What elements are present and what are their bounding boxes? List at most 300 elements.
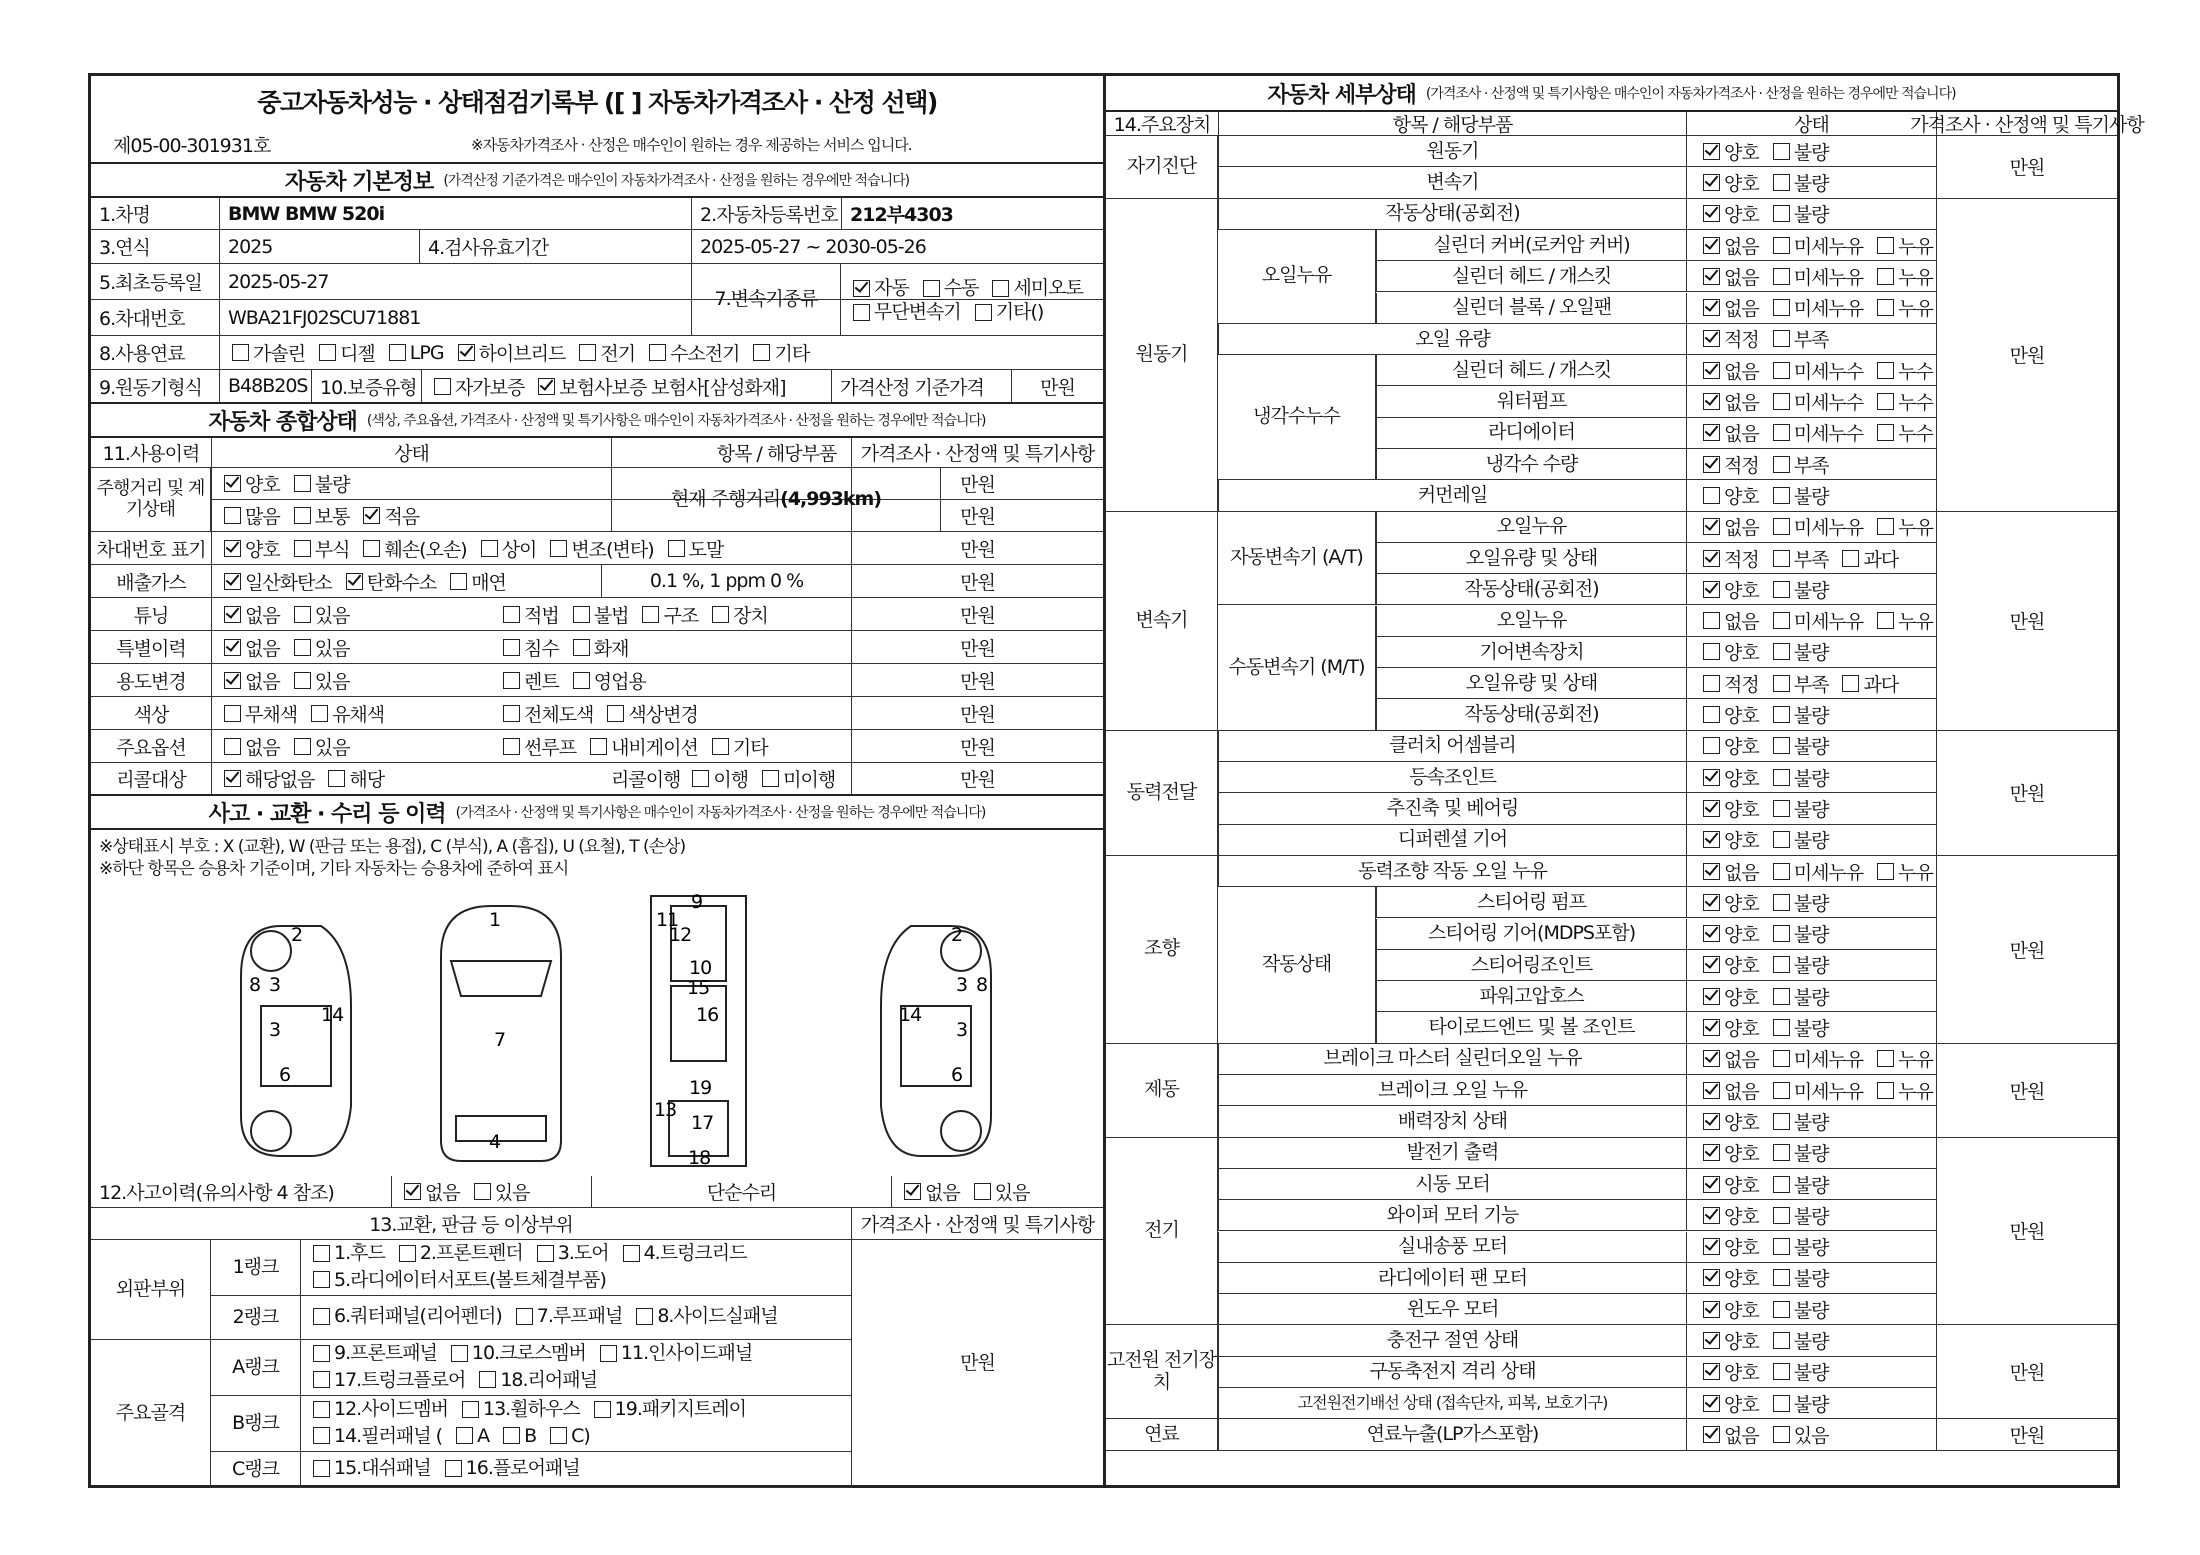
checkbox[interactable]	[1703, 330, 1720, 347]
checkbox[interactable]	[1877, 1082, 1894, 1099]
checkbox[interactable]	[313, 1427, 330, 1444]
checkbox[interactable]	[294, 606, 311, 623]
checkbox[interactable]	[1773, 1363, 1790, 1380]
transmission-label	[691, 264, 841, 336]
checkbox[interactable]	[1773, 1269, 1790, 1286]
text-label: B랭크	[232, 1411, 279, 1434]
option-label: C)	[571, 1424, 590, 1447]
rank1-label	[211, 1240, 301, 1296]
state-opt-1	[1761, 1108, 1829, 1135]
text-label: 10.보증유형	[320, 376, 417, 399]
checkbox[interactable]	[1703, 1082, 1720, 1099]
state-opt-0	[1691, 638, 1759, 665]
checkbox[interactable]	[1773, 737, 1790, 754]
checkbox[interactable]	[1703, 237, 1720, 254]
checkbox[interactable]	[1703, 925, 1720, 942]
checkbox[interactable]	[294, 540, 311, 557]
text-label: 충전구 절연 상태	[1386, 1329, 1519, 1352]
checkbox[interactable]	[1703, 1207, 1720, 1224]
detail-heading-cell	[1106, 76, 2117, 110]
text-label: 동력조향 작동 오일 누유	[1358, 859, 1547, 882]
checkbox[interactable]	[1773, 1050, 1790, 1067]
checkbox[interactable]	[1703, 1363, 1720, 1380]
checkbox[interactable]	[712, 738, 729, 755]
checkbox[interactable]	[224, 540, 241, 557]
part-number: 9	[691, 891, 703, 913]
checkbox[interactable]	[1703, 1144, 1720, 1161]
checkbox[interactable]	[1773, 550, 1790, 567]
checkbox[interactable]	[1703, 393, 1720, 410]
checkbox[interactable]	[319, 344, 336, 361]
option-label: 불량	[1793, 1268, 1829, 1291]
checkbox[interactable]	[363, 507, 380, 524]
checkbox[interactable]	[1703, 800, 1720, 817]
state-opt-2	[1865, 294, 1933, 321]
option-label: 미세누유	[1793, 1049, 1864, 1072]
option-label: 불량	[1793, 736, 1829, 759]
checkbox[interactable]	[1703, 424, 1720, 441]
checkbox[interactable]	[1703, 456, 1720, 473]
checkbox[interactable]	[1703, 299, 1720, 316]
checkbox[interactable]	[1773, 424, 1790, 441]
checkbox[interactable]	[573, 639, 590, 656]
checkbox[interactable]	[550, 1427, 567, 1444]
checkbox[interactable]	[1773, 581, 1790, 598]
checkbox[interactable]	[1773, 1395, 1790, 1412]
rank1-opt0-1	[387, 1241, 523, 1265]
detail-part	[1376, 293, 1686, 323]
rankB-options	[301, 1396, 851, 1452]
checkbox[interactable]	[1773, 205, 1790, 222]
checkbox[interactable]	[594, 1401, 611, 1418]
checkbox[interactable]	[313, 1401, 330, 1418]
checkbox[interactable]	[573, 672, 590, 689]
checkbox[interactable]	[1877, 863, 1894, 880]
mileage-opt-1	[282, 470, 350, 497]
checkbox[interactable]	[1773, 518, 1790, 535]
option-label: 17.트렁크플로어	[334, 1368, 466, 1391]
item-opt-2	[700, 733, 768, 760]
checkbox[interactable]	[992, 280, 1009, 297]
checkbox[interactable]	[311, 705, 328, 722]
checkbox[interactable]	[1703, 988, 1720, 1005]
checkbox[interactable]	[1703, 956, 1720, 973]
row-engine	[91, 370, 1103, 404]
checkbox[interactable]	[389, 344, 406, 361]
checkbox[interactable]	[1773, 1176, 1790, 1193]
checkbox[interactable]	[1703, 362, 1720, 379]
option-label: 불량	[1793, 705, 1829, 728]
checkbox[interactable]	[363, 540, 380, 557]
checkbox[interactable]	[458, 344, 475, 361]
checkbox[interactable]	[668, 540, 685, 557]
detail-state	[1686, 418, 1936, 448]
state-opt-0	[1691, 858, 1759, 885]
checkbox[interactable]	[1703, 1395, 1720, 1412]
state-opt-1	[1761, 920, 1829, 947]
checkbox[interactable]	[1773, 1426, 1790, 1443]
checkbox[interactable]	[1877, 424, 1894, 441]
checkbox[interactable]	[1773, 143, 1790, 160]
checkbox[interactable]	[346, 573, 363, 590]
checkbox[interactable]	[623, 1245, 640, 1262]
checkbox[interactable]	[503, 738, 520, 755]
option-label: 침수	[524, 637, 559, 660]
checkbox[interactable]	[1703, 737, 1720, 754]
checkbox[interactable]	[224, 573, 241, 590]
checkbox[interactable]	[923, 280, 940, 297]
checkbox[interactable]	[294, 672, 311, 689]
text-label: 브레이크 오일 누유	[1378, 1078, 1527, 1101]
checkbox[interactable]	[1773, 1019, 1790, 1036]
checkbox[interactable]	[224, 475, 241, 492]
checkbox[interactable]	[974, 1183, 991, 1200]
text-label: 실린더 헤드 / 개스킷	[1451, 264, 1612, 287]
checkbox[interactable]	[1773, 487, 1790, 504]
mileage-state-1	[211, 468, 611, 499]
checkbox[interactable]	[451, 1345, 468, 1362]
checkbox[interactable]	[1703, 612, 1720, 629]
checkbox[interactable]	[1773, 1144, 1790, 1161]
checkbox[interactable]	[1773, 706, 1790, 723]
text-label: 만원	[960, 736, 995, 759]
detail-state	[1686, 199, 1936, 229]
state-opt-1	[1761, 1171, 1829, 1198]
rankB-opt1-2	[491, 1424, 536, 1448]
checkbox[interactable]	[313, 1460, 330, 1477]
option-label: 2.프론트펜더	[419, 1242, 523, 1264]
checkbox[interactable]	[1773, 1082, 1790, 1099]
checkbox[interactable]	[232, 344, 249, 361]
option-label: 양호	[1724, 955, 1759, 978]
checkbox[interactable]	[1842, 550, 1859, 567]
outer-label	[91, 1240, 211, 1340]
checkbox[interactable]	[1877, 612, 1894, 629]
checkbox[interactable]	[1773, 456, 1790, 473]
checkbox[interactable]	[1773, 675, 1790, 692]
checkbox[interactable]	[224, 738, 241, 755]
checkbox[interactable]	[1703, 205, 1720, 222]
checkbox[interactable]	[1703, 1113, 1720, 1130]
checkbox[interactable]	[224, 705, 241, 722]
checkbox[interactable]	[313, 1345, 330, 1362]
option-label: 매연	[471, 571, 506, 594]
option-label: 불량	[1793, 172, 1829, 195]
checkbox[interactable]	[1703, 1019, 1720, 1036]
checkbox[interactable]	[503, 606, 520, 623]
checkbox[interactable]	[1877, 299, 1894, 316]
checkbox[interactable]	[1773, 237, 1790, 254]
summary-price	[851, 532, 1103, 564]
checkbox[interactable]	[450, 573, 467, 590]
text-label: 8.사용연료	[99, 343, 185, 365]
text-label: 동력전달	[1126, 780, 1197, 803]
option-label: 미이행	[783, 769, 836, 791]
checkbox[interactable]	[1877, 268, 1894, 285]
checkbox[interactable]	[1773, 894, 1790, 911]
checkbox[interactable]	[1877, 518, 1894, 535]
option-label: 없음	[1724, 266, 1759, 289]
option-label: 수동	[943, 277, 979, 299]
rank2-options	[301, 1296, 851, 1340]
checkbox[interactable]	[474, 1183, 491, 1200]
checkbox[interactable]	[1773, 925, 1790, 942]
rank1-options	[301, 1240, 851, 1296]
checkbox[interactable]	[1703, 581, 1720, 598]
checkbox[interactable]	[503, 672, 520, 689]
checkbox[interactable]	[1842, 675, 1859, 692]
part-number: 18	[688, 1147, 711, 1169]
detail-state	[1686, 637, 1936, 667]
fuel-option-1	[307, 339, 375, 366]
checkbox[interactable]	[1703, 518, 1720, 535]
part-number: 15	[687, 977, 710, 999]
detail-part	[1376, 261, 1686, 291]
option-label: 양호	[1724, 1111, 1759, 1134]
checkbox[interactable]	[313, 1245, 330, 1262]
checkbox[interactable]	[642, 606, 659, 623]
checkbox[interactable]	[1703, 863, 1720, 880]
checkbox[interactable]	[649, 344, 666, 361]
part-number: 3	[269, 1019, 281, 1041]
checkbox[interactable]	[1773, 612, 1790, 629]
text-label: 변속기	[1426, 171, 1479, 193]
checkbox[interactable]	[328, 770, 345, 787]
checkbox[interactable]	[1703, 769, 1720, 786]
text-label: 리콜대상	[116, 769, 186, 791]
checkbox[interactable]	[1773, 863, 1790, 880]
checkbox[interactable]	[1703, 1332, 1720, 1349]
checkbox[interactable]	[456, 1427, 473, 1444]
checkbox[interactable]	[1703, 1269, 1720, 1286]
option-label: 없음	[1724, 423, 1759, 446]
checkbox[interactable]	[313, 1271, 330, 1288]
rankB-opt0-0	[301, 1397, 448, 1421]
checkbox[interactable]	[550, 540, 567, 557]
text-label: 만원	[2009, 783, 2045, 806]
service-note-text: ※자동차가격조사 · 산정은 매수인이 원하는 경우 제공하는 서비스 입니다.	[471, 135, 912, 154]
checkbox[interactable]	[313, 1308, 330, 1325]
state-opt-1	[1761, 388, 1863, 415]
checkbox[interactable]	[1773, 956, 1790, 973]
part-number: 8	[249, 974, 261, 996]
checkbox[interactable]	[503, 1427, 520, 1444]
detail-part	[1376, 512, 1686, 542]
checkbox[interactable]	[975, 304, 992, 321]
state-opt-1	[282, 634, 350, 661]
parts-heading	[91, 1208, 851, 1239]
option-label: 적정	[1724, 329, 1759, 352]
part-number: 2	[951, 924, 963, 946]
checkbox[interactable]	[445, 1460, 462, 1477]
text-label: ※상태표시 부호 : X (교환), W (판금 또는 용접), C (부식), A (흠집), U (요철), T (손상)	[99, 837, 686, 857]
checkbox[interactable]	[294, 738, 311, 755]
checkbox[interactable]	[1703, 550, 1720, 567]
detail-group-price	[1936, 1419, 2117, 1450]
option-label: 구조	[663, 604, 699, 627]
checkbox[interactable]	[1703, 894, 1720, 911]
text-label: 가격조사 · 산정액 및 특기사항	[1910, 114, 2144, 136]
detail-state	[1686, 1388, 1936, 1418]
checkbox[interactable]	[313, 1371, 330, 1388]
checkbox[interactable]	[1877, 1050, 1894, 1067]
checkbox[interactable]	[573, 606, 590, 623]
part-number: 14	[899, 1004, 922, 1026]
checkbox[interactable]	[1773, 174, 1790, 191]
fuel-label	[91, 336, 219, 369]
checkbox[interactable]	[1773, 769, 1790, 786]
checkbox[interactable]	[294, 639, 311, 656]
option-label: 양호	[1724, 736, 1759, 759]
state-opt-0	[1691, 576, 1759, 603]
checkbox[interactable]	[1703, 487, 1720, 504]
text-label: 추진축 및 베어링	[1386, 797, 1519, 819]
checkbox[interactable]	[1703, 1050, 1720, 1067]
rankA-options	[301, 1340, 851, 1396]
summary-label	[91, 598, 211, 630]
option-label: 유채색	[332, 703, 385, 726]
checkbox[interactable]	[481, 540, 498, 557]
checkbox[interactable]	[294, 475, 311, 492]
state-opt-0	[1691, 545, 1759, 572]
option-label: 미세누유	[1793, 235, 1864, 258]
checkbox[interactable]	[1703, 831, 1720, 848]
checkbox[interactable]	[753, 344, 770, 361]
checkbox[interactable]	[404, 1183, 421, 1200]
summary-label	[91, 664, 211, 696]
checkbox[interactable]	[762, 770, 779, 787]
accident-row	[91, 1176, 1103, 1208]
checkbox[interactable]	[538, 378, 555, 395]
option-label: 9.프론트패널	[334, 1342, 437, 1364]
rankB-opt1-3	[538, 1424, 590, 1448]
checkbox[interactable]	[1703, 643, 1720, 660]
checkbox[interactable]	[224, 606, 241, 623]
checkbox[interactable]	[1703, 143, 1720, 160]
checkbox[interactable]	[1703, 706, 1720, 723]
checkbox[interactable]	[1703, 1301, 1720, 1318]
checkbox[interactable]	[462, 1401, 479, 1418]
item-opt-0	[680, 765, 748, 792]
mileage-opt-0	[212, 470, 280, 497]
option-label: 불량	[1793, 141, 1829, 164]
checkbox[interactable]	[479, 1371, 496, 1388]
option-label: 불량	[1793, 1111, 1829, 1134]
checkbox[interactable]	[1877, 393, 1894, 410]
simple-opts	[891, 1176, 1103, 1207]
checkbox[interactable]	[1773, 988, 1790, 1005]
checkbox[interactable]	[1773, 1332, 1790, 1349]
checkbox[interactable]	[853, 304, 870, 321]
checkbox[interactable]	[516, 1308, 533, 1325]
checkbox[interactable]	[1773, 330, 1790, 347]
checkbox[interactable]	[1703, 675, 1720, 692]
checkbox[interactable]	[224, 770, 241, 787]
checkbox[interactable]	[503, 639, 520, 656]
text-label: C랭크	[232, 1457, 279, 1480]
checkbox[interactable]	[1773, 1113, 1790, 1130]
checkbox[interactable]	[600, 1345, 617, 1362]
form-title-text: 중고자동차성능 · 상태점검기록부 ([ ] 자동차가격조사 · 산정 선택)	[257, 88, 937, 117]
checkbox[interactable]	[1703, 174, 1720, 191]
checkbox[interactable]	[1773, 1238, 1790, 1255]
checkbox[interactable]	[853, 280, 870, 297]
checkbox[interactable]	[1877, 362, 1894, 379]
option-label: 없음	[245, 736, 280, 759]
option-label: 무단변속기	[874, 301, 961, 323]
checkbox[interactable]	[1773, 268, 1790, 285]
checkbox[interactable]	[1703, 268, 1720, 285]
text-label: 13.교환, 판금 등 이상부위	[369, 1214, 573, 1236]
checkbox[interactable]	[1773, 299, 1790, 316]
option-label: 없음	[1724, 235, 1759, 258]
checkbox[interactable]	[1773, 362, 1790, 379]
checkbox[interactable]	[692, 770, 709, 787]
checkbox[interactable]	[1773, 1207, 1790, 1224]
checkbox[interactable]	[636, 1308, 653, 1325]
checkbox[interactable]	[590, 738, 607, 755]
checkbox[interactable]	[904, 1183, 921, 1200]
checkbox[interactable]	[294, 507, 311, 524]
state-opt-1	[282, 667, 350, 694]
option-label: A	[477, 1424, 490, 1447]
text-label: 수동변속기 (M/T)	[1228, 655, 1365, 678]
checkbox[interactable]	[579, 344, 596, 361]
checkbox[interactable]	[1703, 1238, 1720, 1255]
checkbox[interactable]	[1703, 1426, 1720, 1443]
text-label: 배력장치 상태	[1397, 1110, 1508, 1132]
checkbox[interactable]	[224, 672, 241, 689]
checkbox[interactable]	[503, 705, 520, 722]
checkbox[interactable]	[399, 1245, 416, 1262]
checkbox[interactable]	[1703, 1176, 1720, 1193]
text-label: 오일 유량	[1415, 327, 1490, 350]
checkbox[interactable]	[224, 639, 241, 656]
checkbox[interactable]	[1773, 831, 1790, 848]
checkbox[interactable]	[224, 507, 241, 524]
state-opt-2	[1865, 1077, 1933, 1104]
checkbox[interactable]	[537, 1245, 554, 1262]
checkbox[interactable]	[712, 606, 729, 623]
text-label: 라디에이터	[1488, 421, 1575, 444]
checkbox[interactable]	[1773, 393, 1790, 410]
checkbox[interactable]	[1773, 800, 1790, 817]
summary-label	[91, 565, 211, 597]
state-opt-2	[1830, 670, 1898, 697]
basic-heading-cell	[91, 164, 1103, 196]
option-label: 디젤	[340, 343, 375, 365]
summary-heading-cell	[91, 404, 1103, 436]
checkbox[interactable]	[607, 705, 624, 722]
option-label: 15.대쉬패널	[334, 1457, 431, 1480]
detail-state	[1686, 731, 1936, 761]
trans-option-3	[841, 300, 961, 324]
checkbox[interactable]	[1773, 1301, 1790, 1318]
checkbox[interactable]	[1773, 643, 1790, 660]
checkbox[interactable]	[1877, 237, 1894, 254]
text-label: 상태	[1794, 114, 1829, 136]
checkbox[interactable]	[434, 378, 451, 395]
engine-label	[91, 370, 219, 402]
detail-columns	[1106, 112, 2144, 136]
option-label: 불법	[593, 604, 629, 627]
option-label: 불량	[1793, 1362, 1829, 1385]
option-label: 없음	[1724, 1080, 1759, 1103]
option-label: 불량	[1793, 204, 1829, 227]
part-number: 1	[489, 909, 501, 931]
detail-state	[1686, 512, 1936, 542]
option-label: 보험사보증 보험사[삼성화재]	[559, 376, 786, 399]
